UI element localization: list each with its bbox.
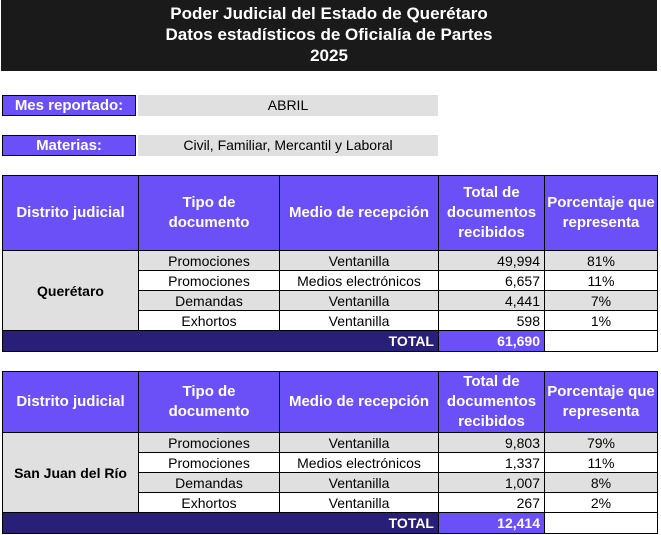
medium-cell: Ventanilla	[280, 473, 439, 493]
medium-cell: Ventanilla	[280, 251, 439, 271]
total-value: 12,414	[439, 513, 545, 534]
medium-cell: Medios electrónicos	[280, 271, 439, 291]
column-header-total: Total de documentos recibidos	[439, 372, 545, 433]
doc-type-cell: Exhortos	[139, 493, 280, 513]
total-row	[3, 513, 658, 534]
blank-cell	[545, 513, 658, 534]
subjects-label: Materias:	[2, 135, 136, 156]
column-header-medium: Medio de recepción	[280, 372, 439, 433]
column-header-doc-type: Tipo de documento	[139, 176, 280, 251]
column-header-doc-type: Tipo de documento	[139, 372, 280, 433]
table-header-row	[3, 372, 658, 433]
percent-cell: 8%	[545, 473, 658, 493]
total-cell: 1,337	[439, 453, 545, 473]
percent-cell: 1%	[545, 311, 658, 331]
month-value: ABRIL	[138, 95, 438, 116]
medium-cell: Ventanilla	[280, 433, 439, 453]
column-header-percent: Porcentaje que representa	[545, 372, 658, 433]
percent-cell: 79%	[545, 433, 658, 453]
title-line-3: 2025	[310, 46, 348, 65]
medium-cell: Ventanilla	[280, 311, 439, 331]
percent-cell: 81%	[545, 251, 658, 271]
table-row	[3, 251, 658, 271]
total-value: 61,690	[439, 331, 545, 352]
subjects-value: Civil, Familiar, Mercantil y Laboral	[138, 135, 438, 156]
total-label: TOTAL	[3, 513, 439, 534]
total-cell: 267	[439, 493, 545, 513]
district-name: Querétaro	[3, 251, 139, 331]
column-header-percent: Porcentaje que representa	[545, 176, 658, 251]
table-row	[3, 433, 658, 453]
medium-cell: Medios electrónicos	[280, 453, 439, 473]
doc-type-cell: Demandas	[139, 473, 280, 493]
table-header-row	[3, 176, 658, 251]
doc-type-cell: Promociones	[139, 433, 280, 453]
total-cell: 6,657	[439, 271, 545, 291]
column-header-district: Distrito judicial	[3, 372, 139, 433]
stats-table-queretaro	[2, 175, 658, 352]
doc-type-cell: Demandas	[139, 291, 280, 311]
total-cell: 1,007	[439, 473, 545, 493]
percent-cell: 11%	[545, 271, 658, 291]
medium-cell: Ventanilla	[280, 291, 439, 311]
percent-cell: 2%	[545, 493, 658, 513]
total-cell: 4,441	[439, 291, 545, 311]
doc-type-cell: Promociones	[139, 271, 280, 291]
column-header-medium: Medio de recepción	[280, 176, 439, 251]
doc-type-cell: Promociones	[139, 251, 280, 271]
column-header-total: Total de documentos recibidos	[439, 176, 545, 251]
title-line-1: Poder Judicial del Estado de Querétaro	[170, 4, 488, 23]
total-label: TOTAL	[3, 331, 439, 352]
doc-type-cell: Exhortos	[139, 311, 280, 331]
total-cell: 9,803	[439, 433, 545, 453]
doc-type-cell: Promociones	[139, 453, 280, 473]
column-header-district: Distrito judicial	[3, 176, 139, 251]
total-cell: 49,994	[439, 251, 545, 271]
month-label: Mes reportado:	[2, 95, 136, 116]
total-cell: 598	[439, 311, 545, 331]
percent-cell: 7%	[545, 291, 658, 311]
medium-cell: Ventanilla	[280, 493, 439, 513]
percent-cell: 11%	[545, 453, 658, 473]
page-title-banner	[1, 0, 657, 71]
district-name: San Juan del Río	[3, 433, 139, 513]
stats-table-san-juan-del-rio	[2, 371, 658, 534]
title-line-2: Datos estadísticos de Oficialía de Partes	[165, 25, 493, 44]
blank-cell	[545, 331, 658, 352]
total-row	[3, 331, 658, 352]
